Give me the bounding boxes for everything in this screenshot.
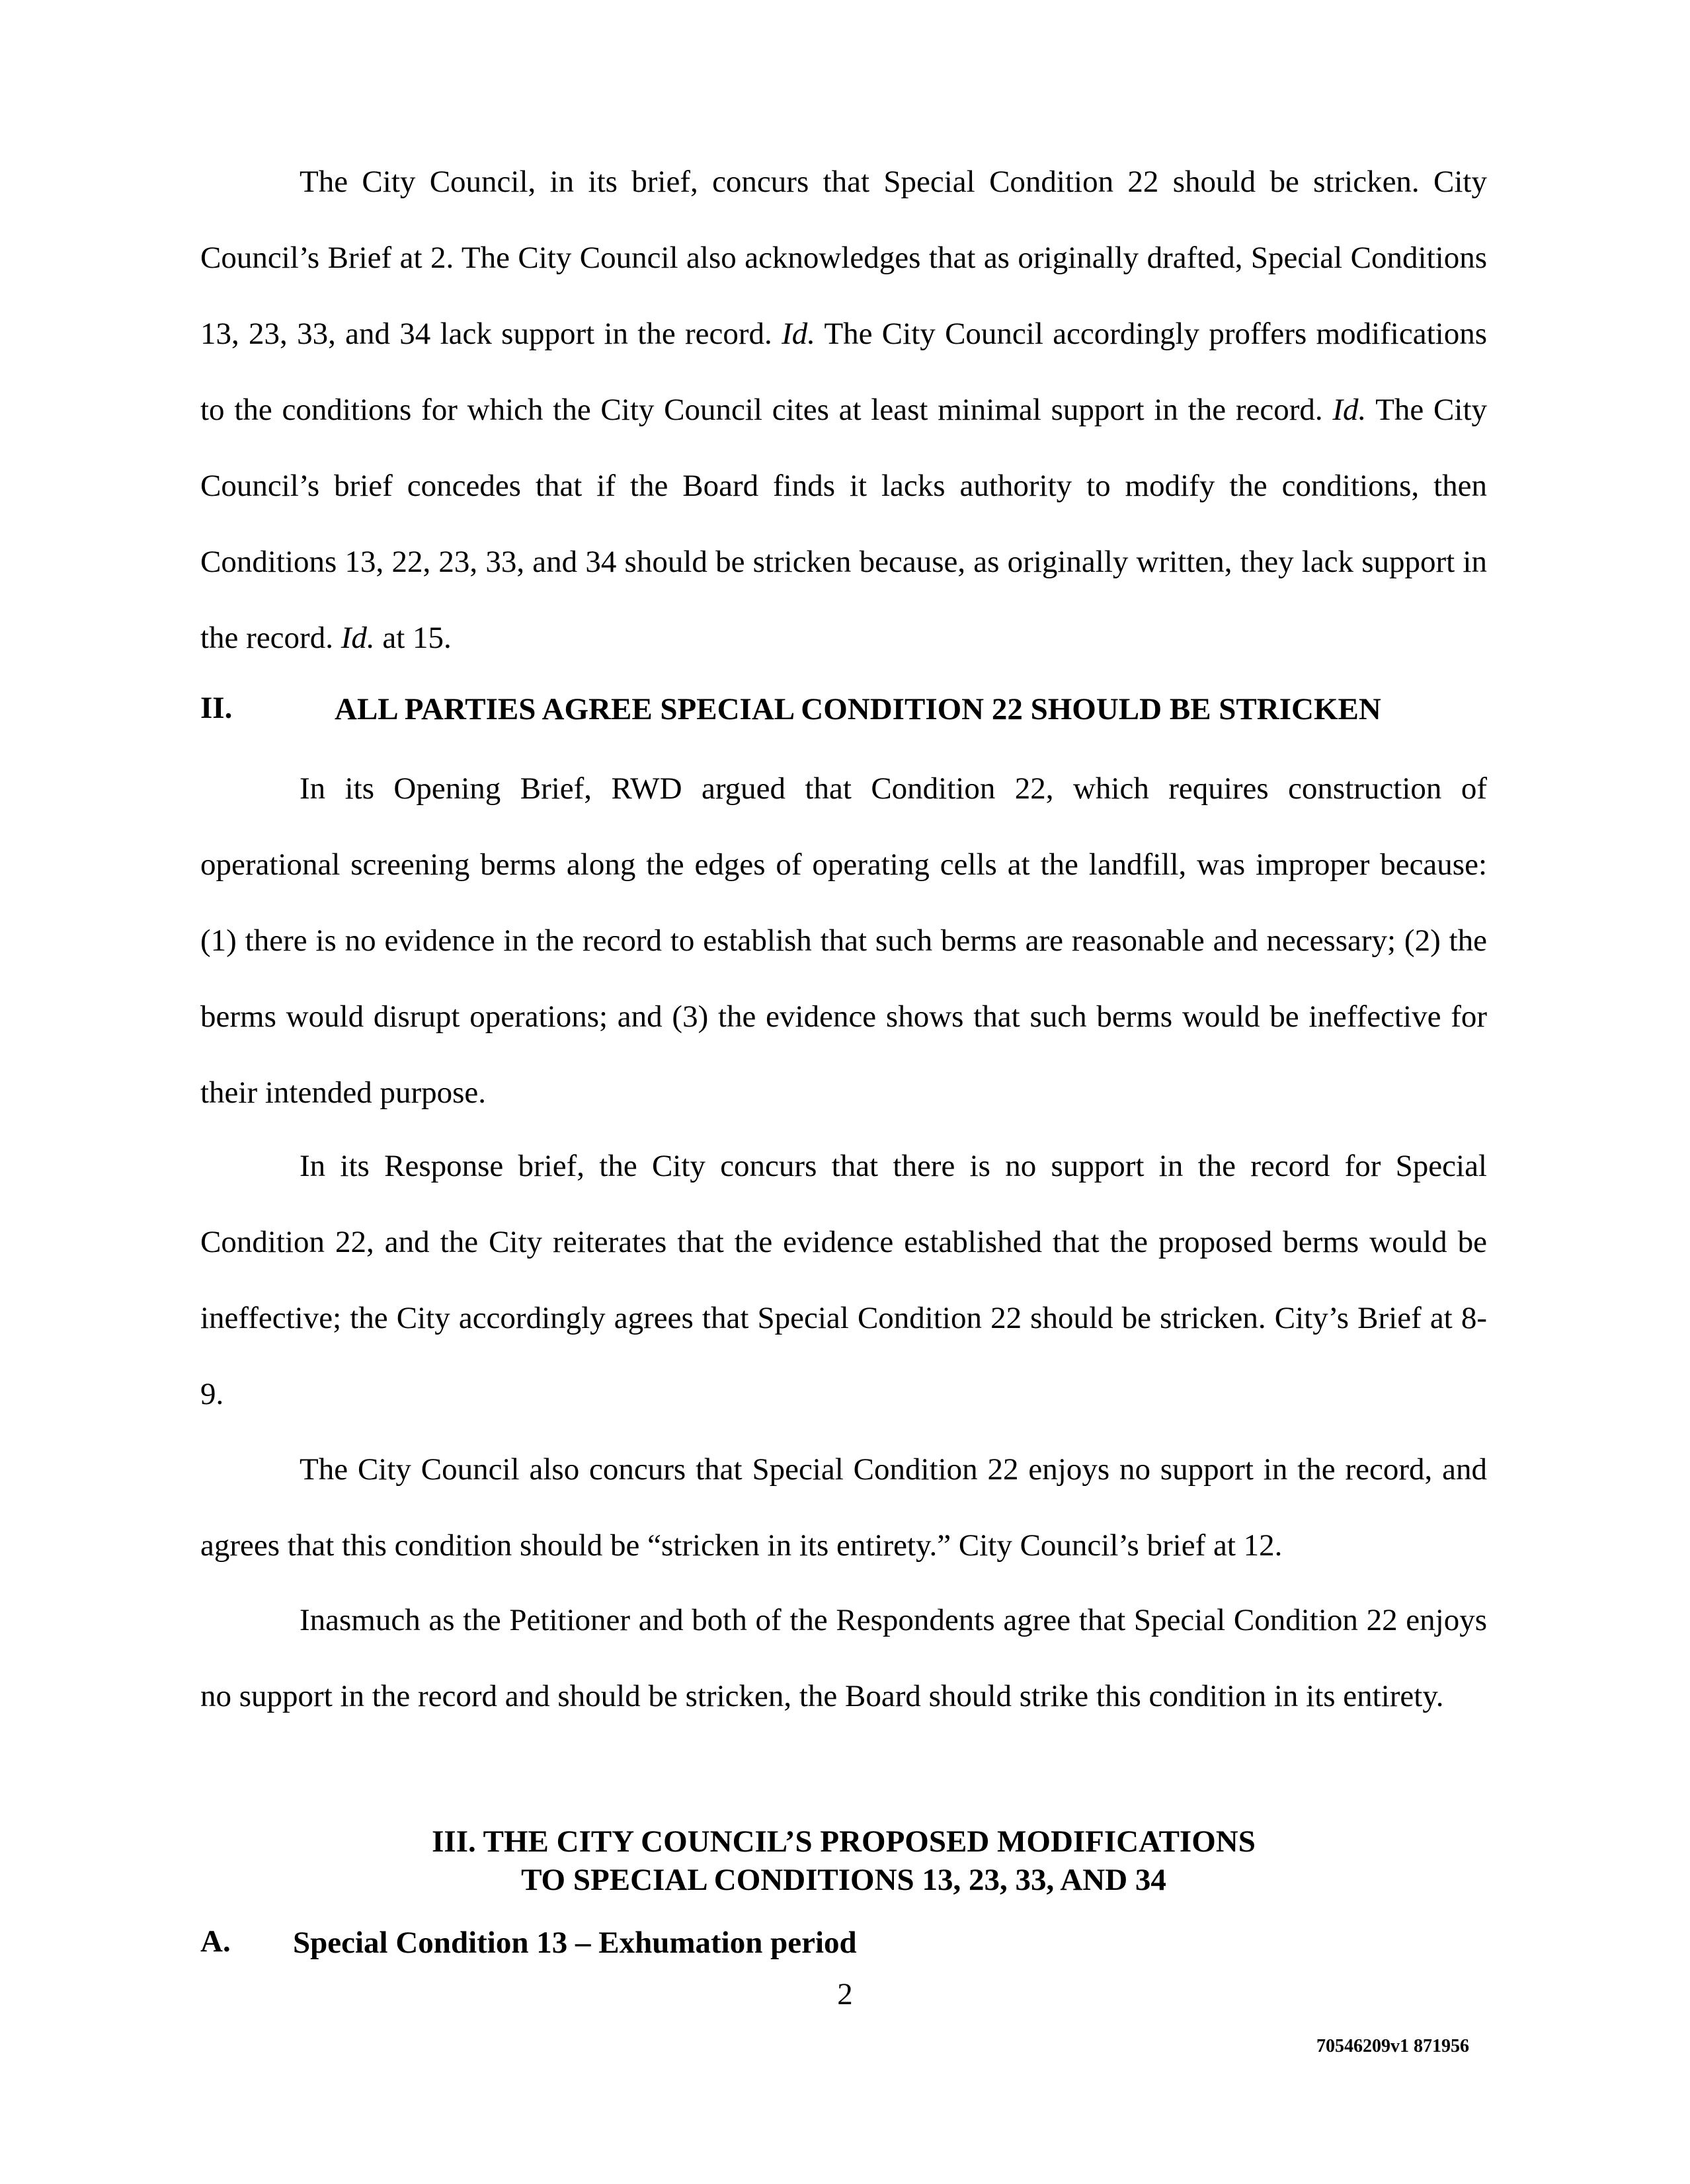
paragraph-council-concurs: The City Council also concurs that Special Condition 22 enjoys no support in the record, and agrees that this condition should be “stricken in its entirety.” City Council’s brief at 12.	[200, 1452, 1487, 1563]
paragraph-opening-brief: In its Opening Brief, RWD argued that Condition 22, which requires construction of operational screening berms along the edges of operating cells at the landfill, was improper because: (1) there is no evidence in the record to establish that such berms are reasonable and necessary; (2) the berms would disrupt operations; and (3) the evidence shows that such berms would be ineffective for their intended purpose.	[200, 771, 1487, 1110]
paragraph-text: The City Council’s brief concedes that if the Board finds it lacks authority to modify the conditions, then Conditions 13, 22, 23, 33, and 34 should be stricken because, as originally written, they lack support in the record.	[200, 393, 1487, 655]
citation-id: Id.	[782, 317, 815, 351]
document-id: 70546209v1 871956	[1316, 2036, 1469, 2056]
paragraph-response-brief: In its Response brief, the City concurs that there is no support in the record for Special Condition 22, and the City reiterates that the evidence established that the proposed berms would be ineffective; the City accordingly agrees that Special Condition 22 should be stricken. City’s Brief at 8-9.	[200, 1149, 1487, 1411]
paragraph-text: The City Council accordingly proffers modifications to the conditions for which the City Council cites at least minimal support in the record.	[200, 317, 1487, 427]
subsection-a-heading: Special Condition 13 – Exhumation period	[293, 1926, 857, 1960]
section-3-heading-line1: III. THE CITY COUNCIL’S PROPOSED MODIFICATIONS	[432, 1824, 1256, 1859]
paragraph-inasmuch: Inasmuch as the Petitioner and both of the Respondents agree that Special Condition 22 enjoys no support in the record and should be stricken, the Board should strike this condition in its entirety.	[200, 1603, 1487, 1713]
paragraph-text: The City Council, in its brief, concurs that Special Condition 22 should be stricken. City Council’s Brief at 2. The City Council also acknowledges that as originally drafted, Special Conditions 13, 23, 33, and 34 lack support in the record.	[200, 165, 1487, 351]
page-number: 2	[837, 1977, 853, 2011]
section-2-heading: ALL PARTIES AGREE SPECIAL CONDITION 22 SHOULD BE STRICKEN	[335, 692, 1381, 726]
paragraph-text: at 15.	[374, 621, 452, 655]
section-3-heading-line2: TO SPECIAL CONDITIONS 13, 23, 33, AND 34	[521, 1863, 1166, 1897]
citation-id: Id.	[1332, 393, 1367, 427]
section-2-number: II.	[200, 691, 233, 725]
citation-id: Id.	[341, 621, 375, 655]
paragraph-city-council-brief	[200, 144, 1487, 676]
subsection-a-number: A.	[200, 1924, 231, 1959]
